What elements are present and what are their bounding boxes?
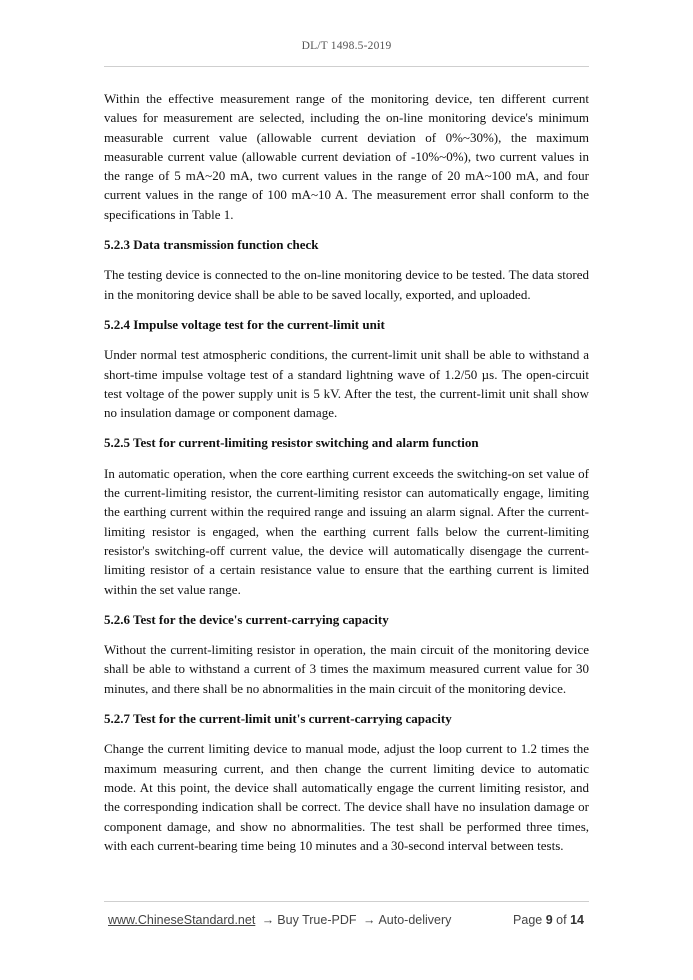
section-heading-5-2-7: 5.2.7 Test for the current-limit unit's current-carrying capacity — [104, 711, 452, 727]
arrow-right-icon: → — [362, 913, 376, 927]
page-content — [104, 89, 589, 866]
site-link[interactable]: www.ChineseStandard.net — [108, 913, 256, 927]
section-heading-5-2-4: 5.2.4 Impulse voltage test for the current-limit unit — [104, 316, 385, 332]
header-divider — [104, 66, 589, 67]
document-id: DL/T 1498.5-2019 — [301, 40, 392, 52]
intro-paragraph: Within the effective measurement range of the monitoring device, ten different current values for measurement are selected, including the on-line monitoring device's minimum measurable current value (allowable current deviation of 0%~30%), the maximum measurable current value (allowable current deviation of -10%~0%), two current values in the range of 5 mA~20 mA, two current values in the range of 20 mA~100 mA, and four current values in the range of 100 mA~10 A. The measurement error shall conform to the specifications in Table 1. — [104, 91, 589, 222]
section-body-5-2-6: Without the current-limiting resistor in operation, the main circuit of the monitoring device shall be able to withstand a current of 3 times the maximum measured current value for 30 minutes, and there shall be no abnormalities in the main circuit of the monitoring device. — [104, 642, 589, 696]
page-total: 14 — [570, 913, 584, 927]
footer-divider — [104, 901, 589, 902]
section-body-5-2-7: Change the current limiting device to manual mode, adjust the loop current to 1.2 times the maximum measuring current, and then change the current limiting device to automatic mode. At this point, the device shall automatically engage the current limiting resistor, and the corresponding indication shall be correct. The device shall have no insulation damage or component damage, and show no abnormalities. The test shall be performed three times, with each current-bearing time being 10 minutes and a 30-second interval between tests. — [104, 741, 589, 853]
section-body-5-2-5: In automatic operation, when the core earthing current exceeds the switching-on set value of the current-limiting resistor, the current-limiting resistor can automatically engage, limiting the earthing current within the required range and issuing an alarm signal. After the current-limiting resistor is engaged, when the earthing current falls below the current-limiting resistor's switching-off current value, the device will automatically disengage the current-limiting resistor of a certain resistance value to ensure that the earthing current is limited within the set value range. — [104, 465, 589, 597]
page-current: 9 — [545, 913, 553, 927]
page-number — [513, 913, 584, 927]
page-of-label: of — [556, 913, 567, 927]
section-body-5-2-4: Under normal test atmospheric conditions, the current-limit unit shall be able to withstand a short-time impulse voltage test of a standard lightning wave of 1.2/50 µs. The open-circuit test voltage of the power supply unit is 5 kV. After the test, the current-limit unit shall show no insulation damage or component damage. — [104, 347, 589, 421]
section-body-5-2-3: The testing device is connected to the on-line monitoring device to be tested. The data stored in the monitoring device shall be able to be saved locally, exported, and uploaded. — [104, 267, 589, 302]
footer-promo — [108, 913, 451, 927]
auto-delivery-text: Auto-delivery — [378, 913, 452, 927]
section-heading-5-2-5: 5.2.5 Test for current-limiting resistor switching and alarm function — [104, 435, 479, 451]
section-heading-5-2-6: 5.2.6 Test for the device's current-carrying capacity — [104, 611, 389, 627]
arrow-right-icon: → — [261, 913, 275, 927]
page-label: Page — [513, 913, 543, 927]
section-heading-5-2-3: 5.2.3 Data transmission function check — [104, 237, 319, 253]
document-header — [104, 40, 589, 52]
buy-pdf-text: Buy True-PDF — [277, 913, 357, 927]
